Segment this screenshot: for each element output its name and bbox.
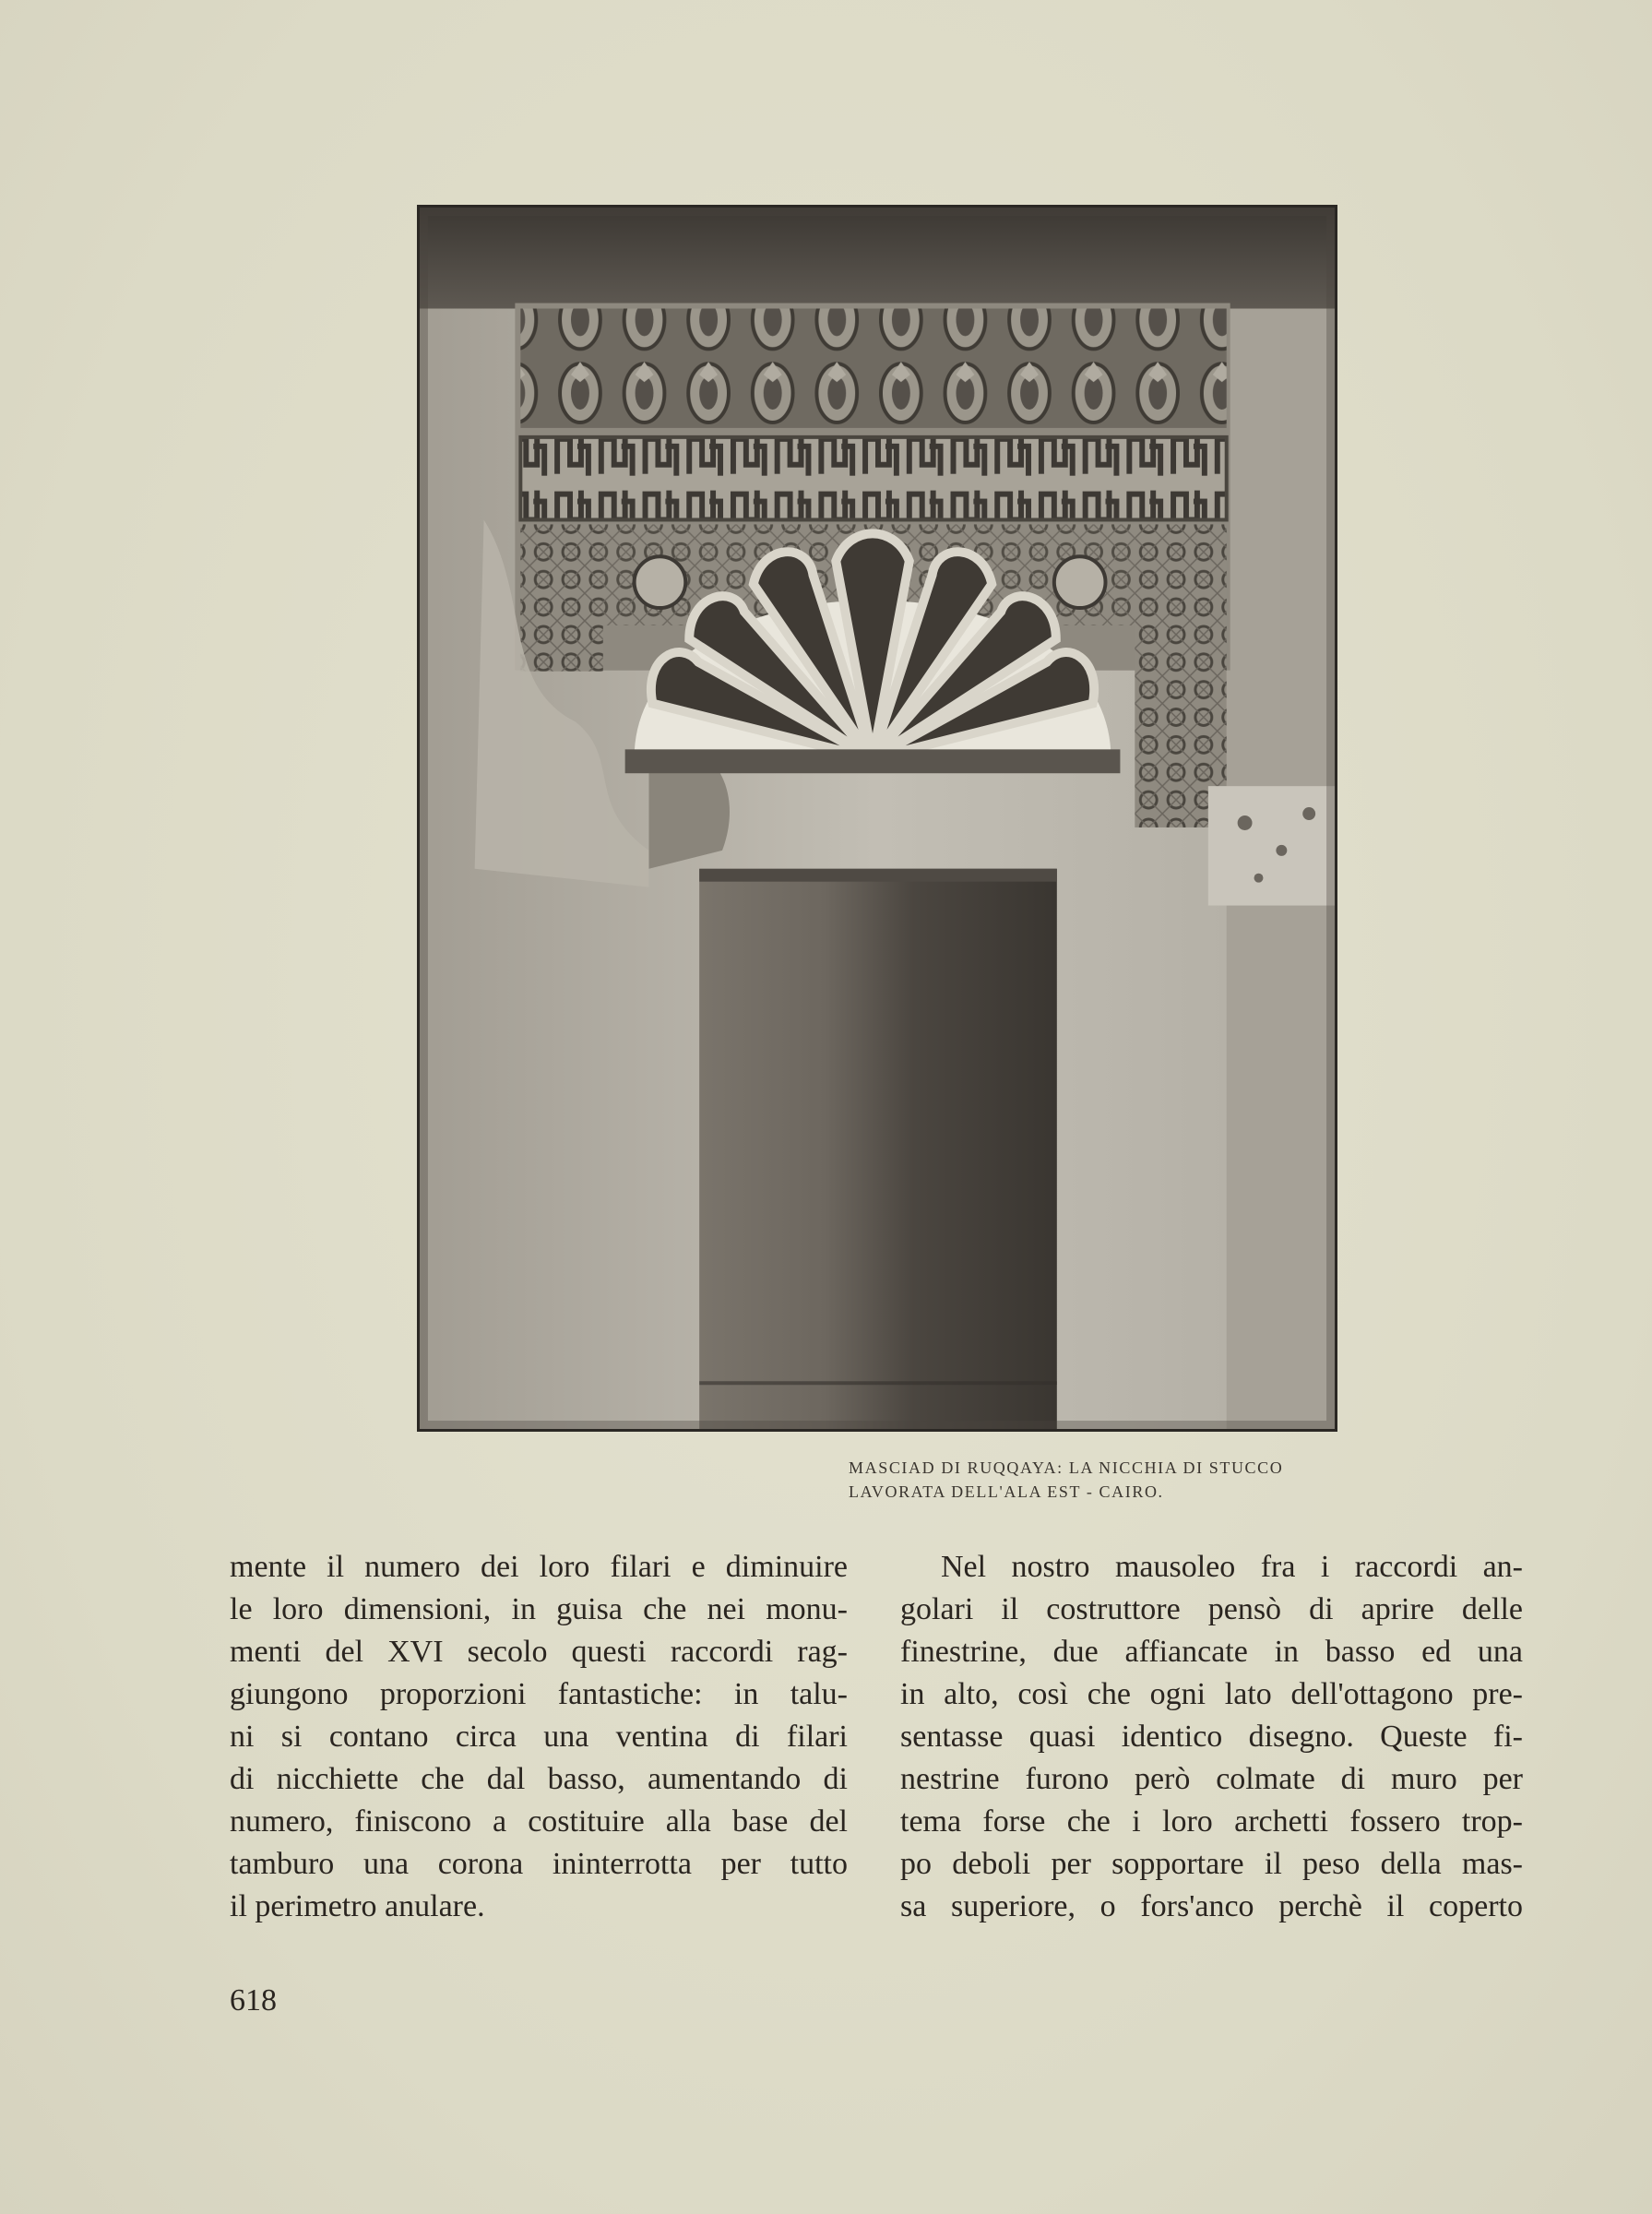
text-line: tamburo una corona ininterrotta per tutto <box>230 1847 848 1881</box>
left-text-column <box>230 1546 848 1928</box>
text-line: nestrine furono però colmate di muro per <box>900 1762 1523 1796</box>
caption-line-1: MASCIAD DI RUQQAYA: LA NICCHIA DI STUCCO <box>849 1458 1284 1477</box>
text-line: tema forse che i loro archetti fossero trop- <box>900 1804 1523 1839</box>
text-line: sentasse quasi identico disegno. Queste fi- <box>900 1720 1523 1754</box>
page-number: 618 <box>230 1983 277 2018</box>
right-text-column <box>900 1546 1523 1928</box>
photo-illustration <box>420 208 1335 1429</box>
photograph-stucco-niche <box>417 205 1337 1432</box>
figure-caption <box>849 1456 1328 1504</box>
text-line: le loro dimensioni, in guisa che nei monu- <box>230 1592 848 1626</box>
text-line: ni si contano circa una ventina di filari <box>230 1720 848 1754</box>
caption-line-2: LAVORATA DELL'ALA EST - CAIRO. <box>849 1482 1164 1501</box>
text-line: di nicchiette che dal basso, aumentando di <box>230 1762 848 1796</box>
text-line: giungono proporzioni fantastiche: in talu- <box>230 1677 848 1711</box>
text-line: po deboli per sopportare il peso della mas- <box>900 1847 1523 1881</box>
text-line: numero, finiscono a costituire alla base del <box>230 1804 848 1839</box>
text-line: il perimetro anulare. <box>230 1889 485 1923</box>
text-line: golari il costruttore pensò di aprire delle <box>900 1592 1523 1626</box>
text-line: finestrine, due affiancate in basso ed una <box>900 1635 1523 1669</box>
text-line: menti del XVI secolo questi raccordi rag- <box>230 1635 848 1669</box>
text-line: in alto, così che ogni lato dell'ottagono pre- <box>900 1677 1523 1711</box>
text-line: sa superiore, o fors'anco perchè il coperto <box>900 1889 1523 1923</box>
text-line: Nel nostro mausoleo fra i raccordi an- <box>941 1550 1523 1584</box>
text-line: mente il numero dei loro filari e diminuire <box>230 1550 848 1584</box>
